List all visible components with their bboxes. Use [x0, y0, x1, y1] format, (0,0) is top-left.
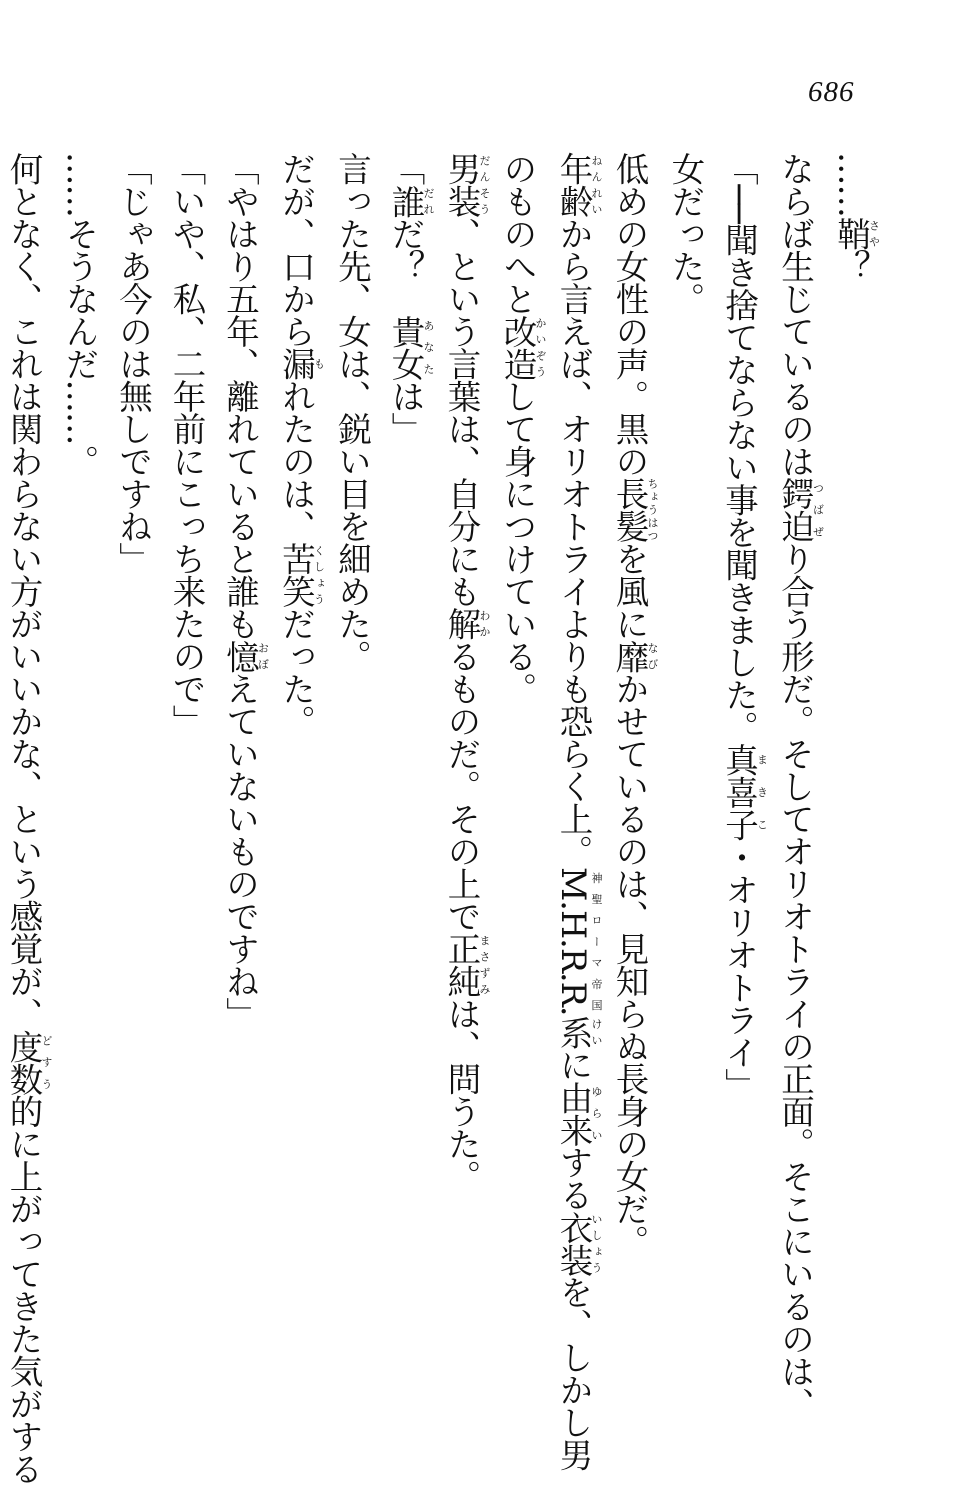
text-line: 年齢ねんれいから言えば、オリオトライよりも恐らく上。M.H.R.R.神聖ローマ帝国系けいに由来ゆらいする衣装いしょうを、しかし男	[554, 152, 603, 1471]
ruby-annotation: 年齢ねんれい	[554, 152, 603, 217]
text-line: だが、口から漏もれたのは、苦笑くしょうだった。	[276, 152, 326, 737]
text-line: ……そうなんだ……。	[60, 152, 99, 477]
ruby-annotation: 由来ゆらい	[554, 1080, 603, 1146]
ruby-reading: まさずみ	[478, 932, 491, 997]
text-line: 「──聞き捨てならない事を聞きました。真喜子まきこ・オリオトライ」	[719, 152, 769, 1101]
ruby-annotation: 漏も	[276, 347, 326, 380]
ruby-reading: つばぜ	[811, 477, 825, 542]
ruby-annotation: M.H.R.R.神聖ローマ帝国	[554, 867, 603, 1016]
ruby-annotation: 靡なび	[610, 639, 659, 672]
text-line: 「じゃあ今のは無しですね」	[113, 152, 153, 575]
ruby-reading: さや	[867, 217, 881, 250]
ruby-reading: かいぞう	[534, 314, 547, 380]
text-line: 何となく、これは関わらない方がいいかな、という感覚が、度数どすう的に上がってきた気がする	[4, 152, 53, 1485]
text-line: 「誰だれだ？ 貴女あなたは」	[386, 152, 435, 445]
ruby-reading: ゆらい	[590, 1080, 603, 1146]
text-line: 「いや、私、二年前にこっち来たので」	[167, 152, 206, 737]
ruby-reading: わか	[478, 607, 491, 640]
ruby-annotation: 男装だんそう	[442, 152, 491, 217]
ruby-reading: なび	[646, 639, 659, 672]
ruby-annotation: 度数どすう	[4, 1029, 53, 1095]
ruby-annotation: 系けい	[554, 1015, 603, 1049]
ruby-annotation: 鍔迫つばぜ	[775, 477, 825, 542]
ruby-annotation: 長髪ちょうはつ	[610, 477, 659, 542]
ruby-reading: 神聖ローマ帝国	[590, 867, 603, 1016]
page-number: 686	[808, 76, 855, 108]
ruby-reading: どすう	[40, 1029, 53, 1095]
text-line: 低めの女性の声。黒の長髪ちょうはつを風に靡なびかせているのは、見知らぬ長身の女だ。	[610, 152, 659, 1257]
ruby-annotation: 貴女あなた	[386, 314, 435, 380]
ruby-reading: けい	[590, 1015, 603, 1049]
text-line: 言った先、女は、鋭い目を細めた。	[332, 152, 372, 672]
ruby-annotation: 改造かいぞう	[498, 314, 547, 380]
text-line: 女だった。	[666, 152, 705, 315]
ruby-annotation: 憶おぼ	[220, 639, 270, 672]
ruby-annotation: 誰だれ	[386, 184, 435, 217]
ruby-reading: だれ	[422, 184, 435, 217]
text-line: のものへと改造かいぞうして身につけている。	[498, 152, 547, 705]
ruby-reading: いしょう	[590, 1210, 603, 1276]
ruby-annotation: 解わか	[442, 607, 491, 640]
ruby-reading: あなた	[422, 314, 435, 380]
ruby-annotation: 衣装いしょう	[554, 1210, 603, 1276]
text-line: ……鞘さや？	[831, 152, 881, 282]
ruby-reading: ねんれい	[590, 152, 603, 217]
ruby-reading: くしょう	[312, 542, 326, 607]
ruby-reading: だんそう	[478, 152, 491, 217]
ruby-annotation: 鞘さや	[831, 217, 881, 250]
vertical-text-block	[4, 152, 881, 1485]
ruby-annotation: 真喜子まきこ	[719, 742, 769, 841]
ruby-reading: も	[312, 347, 326, 380]
ruby-reading: ちょうはつ	[646, 477, 659, 542]
ruby-annotation: 苦笑くしょう	[276, 542, 326, 607]
text-line: 男装だんそう、という言葉は、自分にも解わかるものだ。その上で正純まさずみは、問うた。	[442, 152, 491, 1192]
text-line: 「やはり五年、離れていると誰も憶おぼえていないものですね」	[220, 152, 270, 1030]
text-line: ならば生じているのは鍔迫つばぜり合う形だ。そしてオリオトライの正面。そこにいるのは、	[775, 152, 825, 1420]
ruby-reading: おぼ	[256, 639, 270, 672]
ruby-annotation: 正純まさずみ	[442, 932, 491, 997]
ruby-reading: まきこ	[755, 742, 769, 841]
